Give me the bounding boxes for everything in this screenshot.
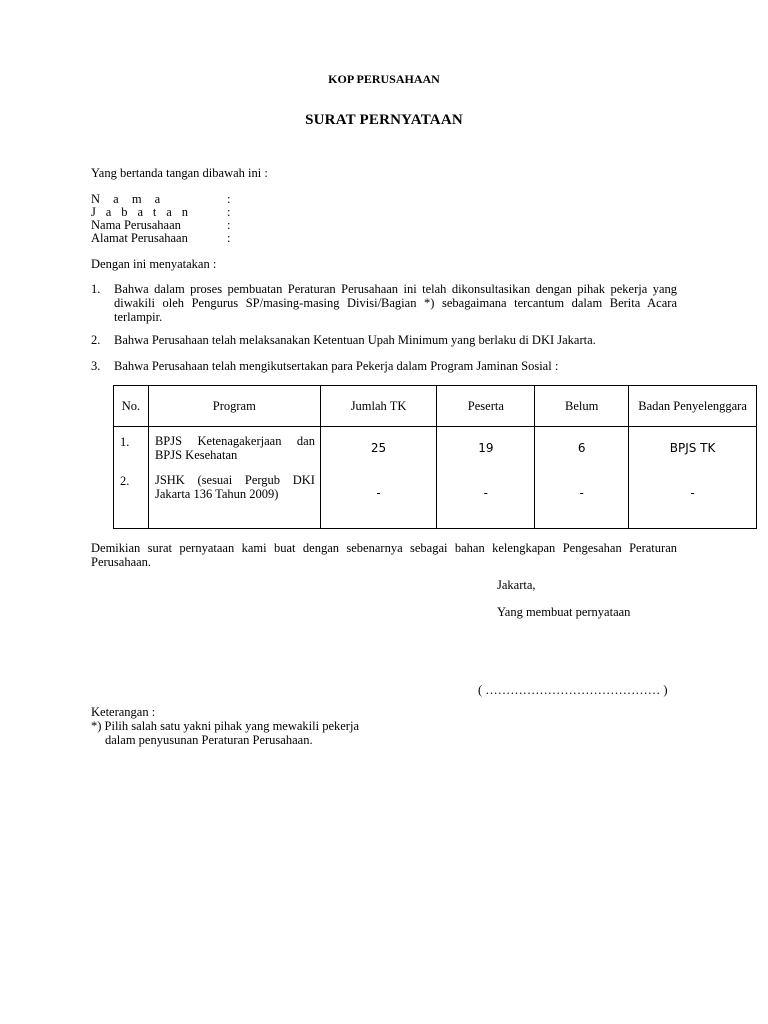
header-program: Program xyxy=(148,386,320,427)
row-2-program: JSHK (sesuai Pergub DKI Jakarta 136 Tahun 2009) xyxy=(154,473,315,501)
table-row xyxy=(114,427,757,529)
statement-text: Bahwa Perusahaan telah melaksanakan Ketentuan Upah Minimum yang berlaku di DKI Jakarta. xyxy=(114,333,596,347)
intro-text: Yang bertanda tangan dibawah ini : xyxy=(91,166,268,180)
row-2-belum: - xyxy=(579,486,584,500)
declare-label: Dengan ini menyatakan : xyxy=(91,257,217,271)
header-badan-penyelenggara: Badan Penyelenggara xyxy=(629,386,757,427)
jumlah-tk-cell xyxy=(320,427,437,529)
company-letterhead: KOP PERUSAHAAN xyxy=(328,72,440,86)
field-address-colon: : xyxy=(227,231,231,245)
row-2-no: 2. xyxy=(120,474,130,488)
row-2-peserta: - xyxy=(483,486,489,500)
no-cell xyxy=(114,427,149,529)
closing-text: Demikian surat pernyataan kami buat dengan sebenarnya sebagai bahan kelengkapan Pengesahan Peraturan Perusahaan. xyxy=(91,541,677,569)
row-1-peserta: 19 xyxy=(478,441,494,455)
row-2-badan: - xyxy=(690,486,695,500)
field-position-colon: : xyxy=(227,205,231,219)
signature-place: Jakarta, xyxy=(497,578,536,592)
badan-cell xyxy=(629,427,757,529)
statement-number: 2. xyxy=(91,333,101,347)
row-1-program: BPJS Ketenagakerjaan dan BPJS Kesehatan xyxy=(154,434,315,462)
note-title: Keterangan : xyxy=(91,705,156,719)
program-cell xyxy=(148,427,320,529)
social-security-table xyxy=(113,385,757,529)
header-peserta: Peserta xyxy=(437,386,535,427)
row-1-badan: BPJS TK xyxy=(669,441,716,455)
header-no: No. xyxy=(114,386,149,427)
field-address-label: Alamat Perusahaan xyxy=(91,231,188,245)
peserta-cell xyxy=(437,427,535,529)
row-2-jumlah-tk: - xyxy=(376,486,381,500)
field-company-colon: : xyxy=(227,218,231,232)
signature-name-line: ( …………………………………… ) xyxy=(478,683,668,697)
note-line-2: dalam penyusunan Peraturan Perusahaan. xyxy=(105,733,313,747)
statement-text: Bahwa Perusahaan telah mengikutsertakan para Pekerja dalam Program Jaminan Sosial : xyxy=(114,359,559,373)
statement-number: 3. xyxy=(91,359,101,373)
field-position-label: J a b a t a n xyxy=(91,205,192,219)
statement-text: Bahwa dalam proses pembuatan Peraturan Perusahaan ini telah dikonsultasikan dengan pihak pekerja yang diwakili oleh Pengurus SP/masing-masing Divisi/Bagian *) sebagaimana tercantum dalam Berita Acara terlampir. xyxy=(114,282,677,324)
note-line-1: *) Pilih salah satu yakni pihak yang mewakili pekerja xyxy=(91,719,359,733)
header-jumlah-tk: Jumlah TK xyxy=(320,386,437,427)
row-1-jumlah-tk: 25 xyxy=(370,441,387,455)
belum-cell xyxy=(535,427,629,529)
document-title: SURAT PERNYATAAN xyxy=(305,112,463,128)
statement-item-2 xyxy=(91,333,677,347)
table-header-row xyxy=(114,386,757,427)
note-block xyxy=(91,705,359,747)
field-company-label: Nama Perusahaan xyxy=(91,218,181,232)
row-1-no: 1. xyxy=(120,435,130,449)
header-belum: Belum xyxy=(535,386,629,427)
field-name-label: N a m a xyxy=(91,192,166,206)
statement-item-3 xyxy=(91,359,677,373)
row-1-belum: 6 xyxy=(577,441,586,455)
statement-number: 1. xyxy=(91,282,101,296)
statement-item-1 xyxy=(91,282,677,324)
field-name-colon: : xyxy=(227,192,231,206)
signature-maker: Yang membuat pernyataan xyxy=(497,605,631,619)
